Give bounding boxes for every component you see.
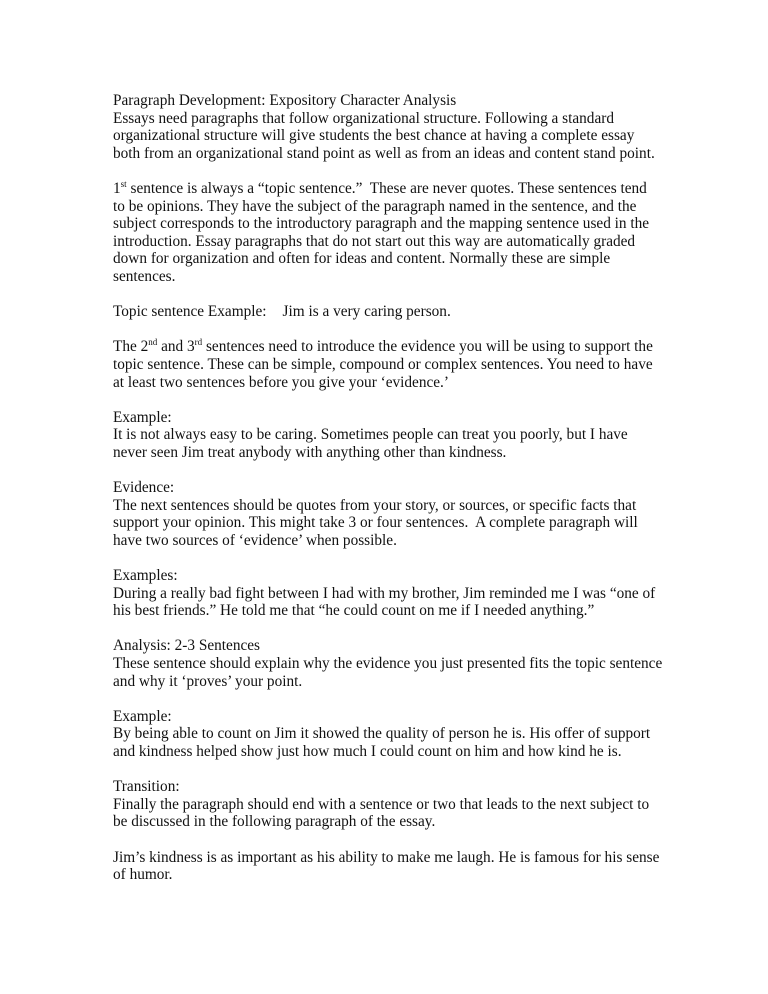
section-line: his best friends.” He told me that “he could count on me if I needed anything.” (113, 602, 595, 620)
section-heading: Example: (113, 408, 172, 426)
section-analysis (113, 637, 673, 690)
topic-sentence-line: down for organization and often for ideas and content. Normally these are simple (113, 250, 611, 268)
supporting-line: at least two sentences before you give your ‘evidence.’ (113, 373, 449, 391)
supporting-first-line (113, 338, 673, 356)
section-line: never seen Jim treat anybody with anything other than kindness. (113, 443, 507, 461)
intro-line: organizational structure will give students the best chance at having a complete essay (113, 127, 635, 145)
section-line: By being able to count on Jim it showed the quality of person he is. His offer of support (113, 725, 651, 743)
section-line: have two sources of ‘evidence’ when possible. (113, 531, 397, 549)
section-heading: Examples: (113, 567, 178, 585)
section-line: be discussed in the following paragraph of the essay. (113, 813, 436, 831)
topic-sentence-line: introduction. Essay paragraphs that do not start out this way are automatically graded (113, 232, 636, 250)
supporting-text: sentences need to introduce the evidence you will be using to support the (202, 338, 653, 356)
intro-block (113, 92, 673, 162)
section-transition (113, 778, 673, 831)
topic-sentence-first-line (113, 180, 673, 198)
supporting-line: topic sentence. These can be simple, compound or complex sentences. You need to have (113, 355, 653, 373)
supporting-mid: and 3 (157, 338, 195, 356)
section-heading: Example: (113, 707, 172, 725)
section-heading: Analysis: 2-3 Sentences (113, 637, 260, 655)
section-evidence (113, 479, 673, 549)
section-line: and why it ‘proves’ your point. (113, 672, 303, 690)
closing-line: Jim’s kindness is as important as his ability to make me laugh. He is famous for his sense (113, 848, 660, 866)
closing-line: of humor. (113, 866, 173, 884)
topic-sentence-line: subject corresponds to the introductory paragraph and the mapping sentence used in the (113, 215, 650, 233)
section-line: and kindness helped show just how much I could count on him and how kind he is. (113, 742, 622, 760)
document-page (113, 92, 673, 901)
topic-sentence-line: to be opinions. They have the subject of the paragraph named in the sentence, and the (113, 197, 637, 215)
topic-example-text: Jim is a very caring person. (282, 303, 451, 321)
section-line: It is not always easy to be caring. Sometimes people can treat you poorly, but I have (113, 426, 628, 444)
closing-block (113, 849, 673, 884)
section-line: support your opinion. This might take 3 or four sentences. A complete paragraph will (113, 514, 638, 532)
topic-example-label: Topic sentence Example: (113, 303, 267, 321)
document-title: Paragraph Development: Expository Character Analysis (113, 92, 457, 109)
ordinal-suffix: rd (194, 337, 203, 348)
section-line: These sentence should explain why the evidence you just presented fits the topic sentence (113, 655, 663, 672)
section-line: Finally the paragraph should end with a sentence or two that leads to the next subject to (113, 795, 650, 813)
section-example-2 (113, 708, 673, 761)
section-example-1 (113, 409, 673, 462)
ordinal-suffix: st (120, 178, 127, 189)
ordinal-suffix: nd (148, 337, 158, 348)
topic-example-block (113, 303, 673, 321)
section-heading: Transition: (113, 778, 180, 796)
ordinal-number: 1 (113, 179, 121, 197)
intro-line: Essays need paragraphs that follow organizational structure. Following a standard (113, 109, 614, 127)
topic-sentence-block (113, 180, 673, 286)
topic-sentence-text: sentence is always a “topic sentence.” These are never quotes. These sentences tend (126, 179, 647, 197)
section-heading: Evidence: (113, 479, 175, 497)
section-line: During a really bad fight between I had with my brother, Jim reminded me I was “one of (113, 584, 656, 602)
section-line: The next sentences should be quotes from your story, or sources, or specific facts that (113, 496, 637, 514)
supporting-prefix: The 2 (113, 338, 149, 356)
topic-sentence-line: sentences. (113, 267, 176, 285)
supporting-sentences-block (113, 338, 673, 391)
topic-example-line (113, 303, 673, 321)
intro-line: both from an organizational stand point as well as from an ideas and content stand point. (113, 144, 655, 162)
section-examples (113, 567, 673, 620)
